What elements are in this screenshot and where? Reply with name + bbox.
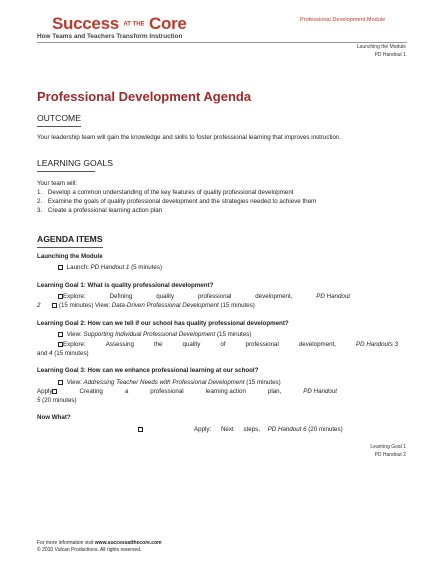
- logo: [52, 14, 187, 34]
- learning-goal-item: [37, 198, 316, 205]
- apply-word: Next: [220, 426, 234, 433]
- goal-text: Examine the goals of quality professional development and the strategies needed to achieve them: [47, 198, 317, 205]
- learning-goal-item: [37, 207, 162, 214]
- view-duration: (15 minutes): [215, 331, 252, 338]
- explore-label: Explore:: [63, 341, 86, 348]
- learning-goals-intro: Your team will:: [37, 180, 78, 187]
- apply-handout: PD Handout 6: [267, 426, 307, 433]
- apply-word: a: [124, 388, 129, 395]
- launch-handout: PD Handout 1: [90, 264, 130, 271]
- apply-word: learning action: [205, 388, 246, 395]
- agenda-rule: [37, 247, 103, 248]
- now-what-title: Now What?: [37, 414, 71, 421]
- goal-number: 3.: [37, 207, 43, 214]
- view-prefix: (15 minutes) View:: [58, 302, 112, 309]
- explore-word: development,: [298, 341, 337, 348]
- explore-word: Assessing: [105, 341, 134, 348]
- goal1-explore-line: [58, 293, 350, 300]
- now-what-apply-line: [194, 426, 343, 433]
- explore-word: development,: [255, 293, 293, 300]
- goal1-title: Learning Goal 1: What is quality professional development?: [37, 282, 214, 289]
- outcome-rule: [37, 126, 81, 127]
- view-title: Addressing Teacher Needs with Professional Development: [83, 379, 245, 386]
- checkbox[interactable]: [52, 303, 57, 308]
- apply-duration: (20 minutes): [40, 397, 77, 404]
- handout-number: 4: [49, 350, 53, 357]
- apply-word: Creating: [79, 388, 103, 395]
- outcome-heading: OUTCOME: [37, 113, 81, 123]
- handout-number: 2: [37, 302, 41, 309]
- apply-word: professional: [150, 388, 184, 395]
- explore-word: of: [220, 341, 226, 348]
- view-title: Data-Driven Professional Development: [111, 302, 219, 309]
- apply-word: steps,: [243, 426, 260, 433]
- learning-goal-item: [37, 189, 294, 196]
- apply-word: plan,: [267, 388, 282, 395]
- explore-word: quality: [182, 341, 201, 348]
- explore-handout: PD Handout: [316, 293, 350, 300]
- goal2-explore-line: [58, 341, 398, 348]
- goal1-view-line: [37, 302, 255, 309]
- apply-word: Apply:: [194, 426, 212, 433]
- goal-number: 1.: [37, 189, 43, 196]
- checkbox[interactable]: [58, 265, 63, 270]
- explore-word: professional: [245, 341, 279, 348]
- view-duration: (15 minutes): [244, 379, 281, 386]
- meta-section: Learning Goal 1: [370, 444, 406, 450]
- explore-handout: PD Handouts 3: [356, 341, 398, 348]
- checkbox[interactable]: [58, 380, 63, 385]
- learning-goals-rule: [37, 171, 95, 172]
- checkbox[interactable]: [52, 389, 57, 394]
- and-word: and: [37, 350, 50, 357]
- logo-word-at-the: AT THE: [123, 21, 145, 28]
- apply-handout: PD Handout: [303, 388, 337, 395]
- goal3-title: Learning Goal 3: How can we enhance professional learning at our school?: [37, 367, 259, 374]
- goal3-view-line: [58, 379, 281, 386]
- goal3-apply-cont: [37, 397, 77, 404]
- meta-handout: PD Handout 1: [374, 52, 406, 58]
- goal2-view-line: [58, 331, 251, 338]
- view-duration: (15 minutes): [218, 302, 255, 309]
- view-prefix: View:: [66, 379, 84, 386]
- goal-text: Develop a common understanding of the key features of quality professional development: [47, 189, 294, 196]
- launch-prefix: Launch:: [66, 264, 91, 271]
- explore-label: Explore:: [63, 293, 86, 300]
- footer-link[interactable]: www.successatthecore.com: [94, 540, 162, 546]
- header-divider: [37, 42, 407, 43]
- logo-word-success: Success: [52, 14, 119, 33]
- meta-section: Launching the Module: [356, 44, 406, 50]
- view-prefix: View:: [66, 331, 84, 338]
- explore-duration: (15 minutes): [52, 350, 89, 357]
- goal3-apply-line: [37, 388, 337, 395]
- goal-text: Create a professional learning action plan: [47, 207, 163, 214]
- footer-prefix: For more information visit: [37, 540, 95, 546]
- view-title: Supporting Individual Professional Development: [83, 331, 216, 338]
- footer-info: [37, 540, 162, 546]
- goal-number: 2.: [37, 198, 43, 205]
- agenda-heading: AGENDA ITEMS: [37, 234, 103, 244]
- explore-word: professional: [197, 293, 232, 300]
- goal2-explore-cont: [37, 350, 89, 357]
- explore-word: Defining: [109, 293, 133, 300]
- now-what-checkbox-wrap: [138, 426, 143, 433]
- meta-handout: PD Handout 2: [374, 452, 406, 458]
- apply-duration: (20 minutes): [306, 426, 343, 433]
- goal2-title: Learning Goal 2: How can we tell if our school has quality professional development?: [37, 320, 289, 327]
- launch-title: Launching the Module: [37, 253, 103, 260]
- launch-item: [58, 264, 162, 271]
- explore-word: quality: [156, 293, 175, 300]
- logo-word-core: Core: [149, 14, 187, 33]
- footer-copyright: © 2010 Vulcan Productions. All rights reserved.: [37, 547, 142, 553]
- checkbox[interactable]: [58, 332, 63, 337]
- apply-label: Apply: [37, 388, 53, 395]
- checkbox[interactable]: [138, 427, 143, 432]
- handout-number: 5: [37, 397, 41, 404]
- outcome-text: Your leadership team will gain the knowledge and skills to foster professional learning that improves instruction.: [37, 134, 342, 141]
- learning-goals-heading: LEARNING GOALS: [37, 158, 113, 168]
- logo-tagline: How Teams and Teachers Transform Instruction: [37, 33, 183, 40]
- page-title: Professional Development Agenda: [37, 89, 252, 104]
- launch-duration: (5 minutes): [129, 264, 163, 271]
- module-title: Professional Development Module: [300, 17, 386, 23]
- explore-word: the: [153, 341, 163, 348]
